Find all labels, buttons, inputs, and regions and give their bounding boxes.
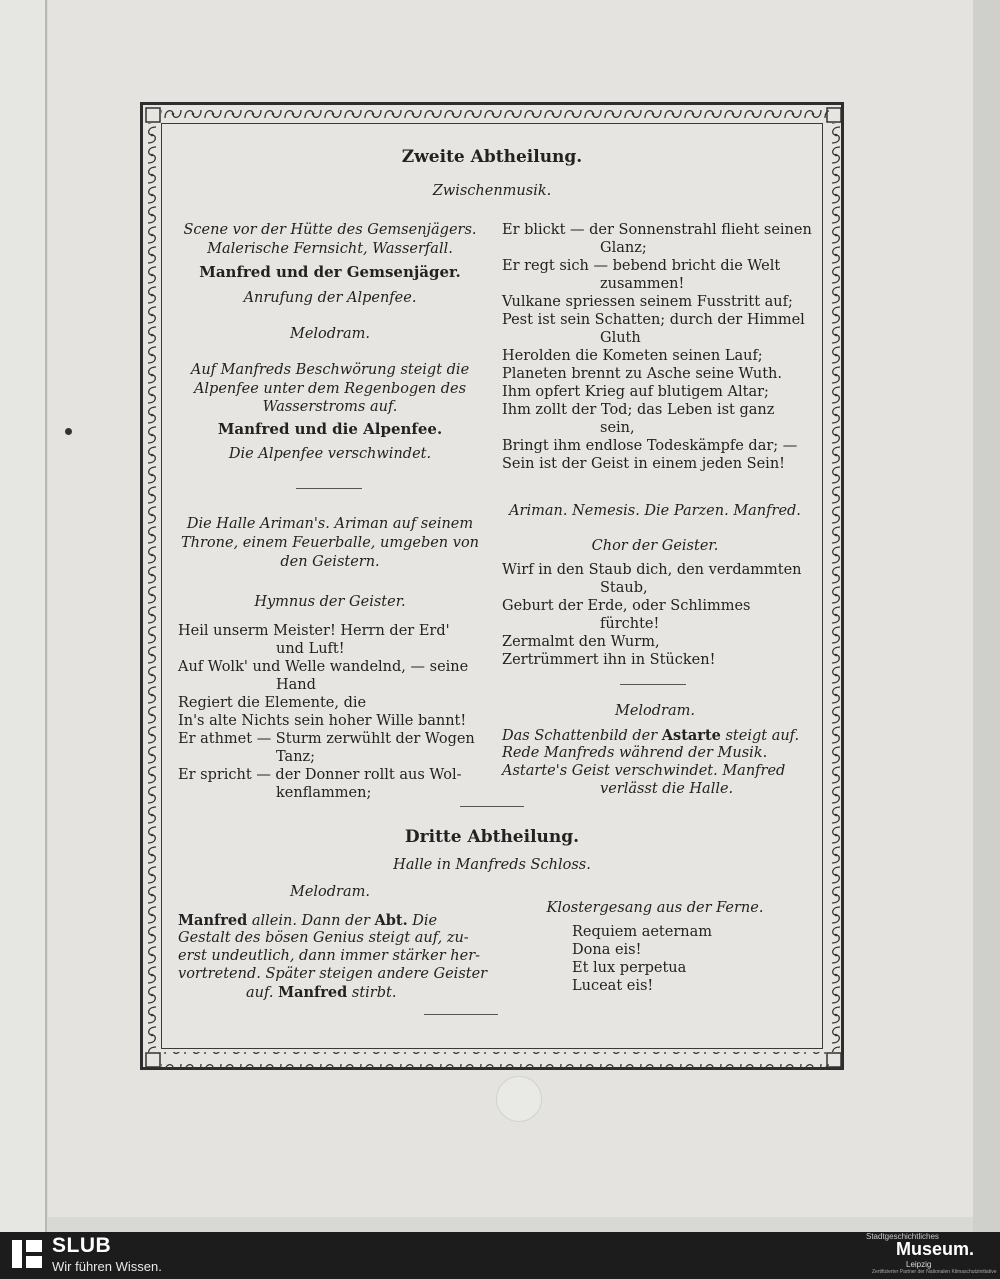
verse-line: Planeten brennt zu Asche seine Wuth.	[502, 366, 782, 382]
verse-line: Dona eis!	[572, 942, 642, 958]
verse-line: Tanz;	[276, 749, 316, 765]
verse-line: Er spricht — der Donner rollt aus Wol-	[178, 767, 462, 783]
verse-line: Pest ist sein Schatten; durch der Himmel	[502, 312, 805, 328]
verse-line: kenflammen;	[276, 785, 372, 801]
heading-zweite-abtheilung: Zweite Abtheilung.	[401, 147, 583, 167]
museum-city: Leipzig	[906, 1260, 932, 1269]
museum-note: Zertifizierter Partner der Nationalen Klimaschutzinitiative	[872, 1269, 997, 1275]
role-name: Astarte	[661, 727, 721, 744]
stage-direction: vortretend. Später steigen andere Geister	[178, 966, 488, 982]
divider	[296, 488, 362, 489]
library-stamp	[496, 1076, 542, 1122]
stage-direction: Rede Manfreds während der Musik.	[502, 745, 768, 761]
divider	[460, 806, 524, 807]
stage-text: auf.	[246, 985, 274, 1001]
stage-text: stirbt.	[351, 985, 397, 1001]
verse-line: Ihm zollt der Tod; das Leben ist ganz	[502, 402, 775, 418]
verse-line: Bringt ihm endlose Todeskämpfe dar; —	[502, 438, 798, 454]
stage-direction: den Geistern.	[280, 554, 380, 570]
verse-line: Heil unserm Meister! Herrn der Erd'	[178, 623, 450, 639]
melodram-label: Melodram.	[289, 326, 370, 342]
divider	[424, 1014, 498, 1015]
verse-line: Ihm opfert Krieg auf blutigem Altar;	[502, 384, 769, 400]
verse-line: Auf Wolk' und Welle wandelnd, — seine	[178, 659, 469, 675]
verse-line: Regiert die Elemente, die	[178, 695, 367, 711]
verse-line: zusammen!	[600, 276, 685, 292]
scene-line: Scene vor der Hütte des Gemsenjägers.	[183, 222, 477, 238]
verse-line: sein,	[600, 420, 635, 436]
role-name: Manfred	[278, 984, 348, 1001]
stage-direction	[178, 911, 437, 931]
verse-line: Vulkane spriessen seinem Fusstritt auf;	[502, 294, 793, 310]
verse-line: Staub,	[600, 580, 648, 596]
stage-direction	[246, 983, 396, 1003]
stage-direction: erst undeutlich, dann immer stärker her-	[178, 948, 481, 964]
scene-location: Halle in Manfreds Schloss.	[393, 857, 591, 873]
role-name: Manfred	[178, 912, 248, 929]
stage-direction	[502, 726, 799, 746]
verse-line: Et lux perpetua	[572, 960, 687, 976]
chor-label: Chor der Geister.	[591, 538, 719, 554]
stage-direction: Astarte's Geist verschwindet. Manfred	[502, 763, 786, 779]
verse-line: Er regt sich — bebend bricht die Welt	[502, 258, 781, 274]
stage-text: allein. Dann der	[251, 913, 370, 929]
verse-line: Er athmet — Sturm zerwühlt der Wogen	[178, 731, 475, 747]
klostergesang-label: Klostergesang aus der Ferne.	[546, 900, 764, 916]
verse-line: Requiem aeternam	[572, 924, 712, 940]
zwischenmusik: Zwischenmusik.	[432, 183, 552, 199]
verse-line: Wirf in den Staub dich, den verdammten	[502, 562, 802, 578]
melodram-label: Melodram.	[289, 884, 370, 900]
stage-direction: verlässt die Halle.	[600, 781, 734, 797]
slub-logo-text: SLUB	[52, 1234, 112, 1257]
stage-text: steigt auf.	[725, 728, 800, 744]
verse-line: Herolden die Kometen seinen Lauf;	[502, 348, 763, 364]
melodram-label: Melodram.	[614, 703, 695, 719]
hymnus-label: Hymnus der Geister.	[254, 594, 406, 610]
verse-line: fürchte!	[600, 616, 660, 632]
verse-line: Hand	[276, 677, 316, 693]
verse-line: Zermalmt den Wurm,	[502, 634, 660, 650]
stage-direction: Die Halle Ariman's. Ariman auf seinem	[186, 516, 474, 532]
stage-direction: Alpenfee unter dem Regenbogen des	[193, 381, 467, 397]
slub-tagline: Wir führen Wissen.	[52, 1259, 162, 1274]
divider	[620, 684, 686, 685]
role-name: Abt.	[374, 912, 408, 929]
stage-text: Das Schattenbild der	[502, 728, 658, 744]
heading-dritte-abtheilung: Dritte Abtheilung.	[404, 827, 580, 847]
stage-direction: Throne, einem Feuerballe, umgeben von	[180, 535, 480, 551]
verse-line: Zertrümmert ihn in Stücken!	[502, 652, 716, 668]
verse-line: und Luft!	[276, 641, 345, 657]
stage-direction: Gestalt des bösen Genius steigt auf, zu-	[178, 930, 469, 946]
scene-line: Malerische Fernsicht, Wasserfall.	[207, 241, 453, 257]
verse-line: Gluth	[600, 330, 641, 346]
museum-prefix: Stadtgeschichtliches	[866, 1232, 939, 1241]
stage-direction: Die Alpenfee verschwindet.	[228, 446, 432, 462]
verse-line: Luceat eis!	[572, 978, 654, 994]
stage-direction: Anrufung der Alpenfee.	[243, 290, 417, 306]
stage-direction: Wasserstroms auf.	[262, 399, 398, 415]
scene-title: Manfred und der Gemsenjäger.	[199, 263, 461, 281]
slub-logo-icon	[8, 1235, 46, 1273]
scene-title: Manfred und die Alpenfee.	[217, 420, 443, 438]
museum-logo-text: Museum.	[896, 1239, 975, 1259]
stage-text: Die	[412, 913, 438, 929]
verse-line: Glanz;	[600, 240, 647, 256]
stage-direction: Auf Manfreds Beschwörung steigt die	[190, 362, 470, 378]
cast-list: Ariman. Nemesis. Die Parzen. Manfred.	[509, 503, 801, 519]
verse-line: Sein ist der Geist in einem jeden Sein!	[502, 456, 785, 472]
verse-line: Er blickt — der Sonnenstrahl flieht seinen	[502, 222, 812, 238]
verse-line: Geburt der Erde, oder Schlimmes	[502, 598, 751, 614]
verse-line: In's alte Nichts sein hoher Wille bannt!	[178, 713, 467, 729]
